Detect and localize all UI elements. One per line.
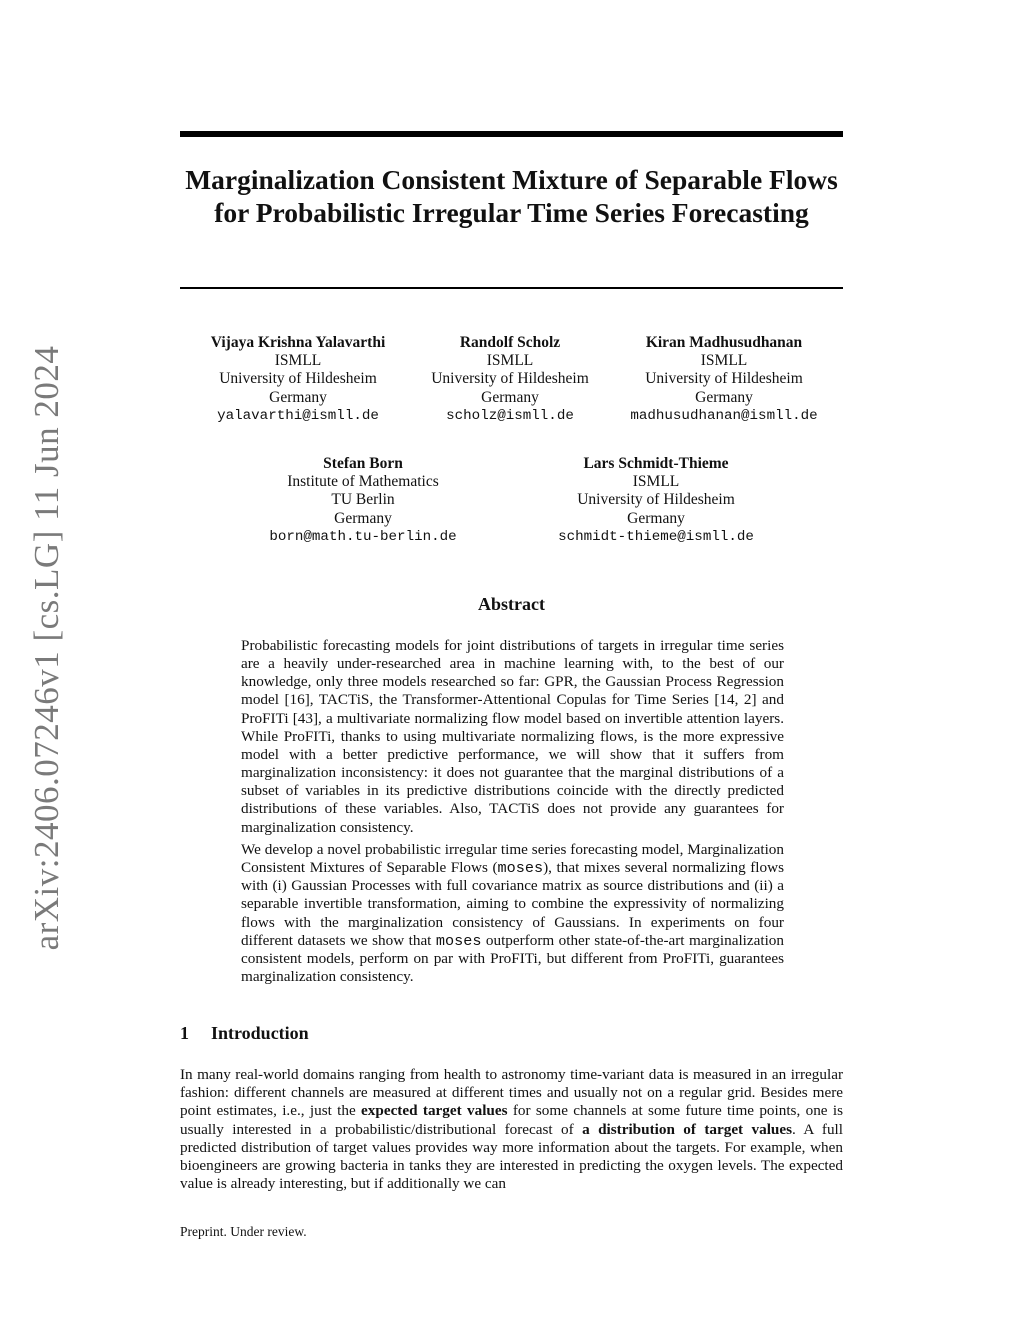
author-institution: University of Hildesheim	[219, 370, 377, 388]
body-text: for some channels at some future time points, one is usually interested in a probabilistic/distributional forecast of	[180, 1102, 843, 1138]
author-affiliation: ISMLL	[486, 352, 534, 370]
author-name: Lars Schmidt-Thieme	[583, 455, 729, 472]
emphasis-text: a distribution of target values	[582, 1120, 793, 1138]
footer-note: Preprint. Under review.	[180, 1224, 307, 1239]
author-email[interactable]: born@math.tu-berlin.de	[269, 528, 457, 545]
author-name: Vijaya Krishna Yalavarthi	[210, 334, 386, 351]
abstract-heading: Abstract	[478, 594, 545, 614]
section-title: Introduction	[211, 1023, 309, 1043]
author-institution: University of Hildesheim	[577, 491, 735, 509]
author-name: Randolf Scholz	[459, 334, 561, 351]
author-name: Kiran Madhusudhanan	[645, 334, 803, 351]
author-institution: TU Berlin	[331, 491, 395, 509]
author-country: Germany	[334, 509, 392, 527]
title-top-rule	[180, 131, 843, 137]
author-email[interactable]: yalavarthi@ismll.de	[217, 407, 379, 424]
author-affiliation: Institute of Mathematics	[287, 473, 439, 491]
model-name-code: moses	[435, 931, 482, 950]
author-email[interactable]: scholz@ismll.de	[446, 407, 574, 424]
emphasis-text: expected target values	[361, 1102, 508, 1120]
abstract-text: outperform other state-of-the-art marginalization consistent models, perform on par with ProFITi, but different from ProFITi, guarantees marginalization consistency.	[241, 931, 784, 986]
author-affiliation: ISMLL	[274, 352, 322, 370]
author-country: Germany	[627, 509, 685, 527]
author-email[interactable]: schmidt-thieme@ismll.de	[558, 528, 754, 545]
author-country: Germany	[481, 388, 539, 406]
author-block	[613, 334, 835, 425]
author-institution: University of Hildesheim	[431, 370, 589, 388]
abstract-text: We develop a novel probabilistic irregular time series forecasting model, Marginalization Consistent Mixtures of Separable Flows (	[241, 841, 784, 877]
abstract-text: ), that mixes several normalizing flows with (i) Gaussian Processes with full covariance matrix as source distributions and (ii) a separable invertible transformation, aiming to combine the expressivity of normalizing flows with the marginalization consistency of Gaussians. In experiments on four different datasets we show that	[241, 859, 784, 949]
author-block	[252, 455, 474, 546]
arxiv-identifier: arXiv:2406.07246v1 [cs.LG] 11 Jun 2024	[27, 345, 66, 951]
author-affiliation: ISMLL	[700, 352, 748, 370]
author-country: Germany	[695, 388, 753, 406]
author-country: Germany	[269, 388, 327, 406]
body-paragraph	[180, 1066, 843, 1193]
abstract-paragraph: Probabilistic forecasting models for joint distributions of targets in irregular time series are a heavily under-researched area in machine learning with, to the best of our knowledge, only three models researched so far: GPR, the Gaussian Process Regression model [16], TACTiS, the Transformer-Attentional Copulas for Time Series [14, 2] and ProFITi [43], a multivariate normalizing flow model based on invertible attention layers. While ProFITi, thanks to using multivariate normalizing flows, is the more expressive model with a better predictive performance, we will show that it suffers from marginalization inconsistency: it does not guarantee that the marginal distributions of a subset of variables in its predictive distributions coincide with the directly predicted distributions of these variables. Also, TACTiS does not provide any guarantees for marginalization consistency.	[241, 637, 784, 836]
author-email[interactable]: madhusudhanan@ismll.de	[630, 407, 818, 424]
model-name-code: moses	[497, 859, 544, 878]
author-block	[400, 334, 620, 425]
section-number: 1	[180, 1023, 189, 1043]
author-name: Stefan Born	[323, 455, 403, 472]
author-institution: University of Hildesheim	[645, 370, 803, 388]
author-block	[536, 455, 776, 546]
author-block	[188, 334, 408, 425]
abstract-paragraph	[241, 841, 784, 986]
body-text: In many real-world domains ranging from health to astronomy time-variant data is measured in an irregular fashion: different channels are measured at different times and usually not on a regular grid. Besides mere point estimates, i.e., just the	[180, 1066, 843, 1120]
paper-title: Marginalization Consistent Mixture of Separable Flows for Probabilistic Irregular Time Series Forecasting	[185, 164, 838, 228]
body-text: . A full predicted distribution of target values provides way more information about the targets. For example, when bioengineers are growing bacteria in tanks they are interested in predicting the oxygen levels. The expected value is already interesting, but if additionally we can	[180, 1120, 843, 1193]
author-affiliation: ISMLL	[632, 473, 680, 491]
title-bottom-rule	[180, 287, 843, 289]
section-heading	[180, 1023, 309, 1044]
